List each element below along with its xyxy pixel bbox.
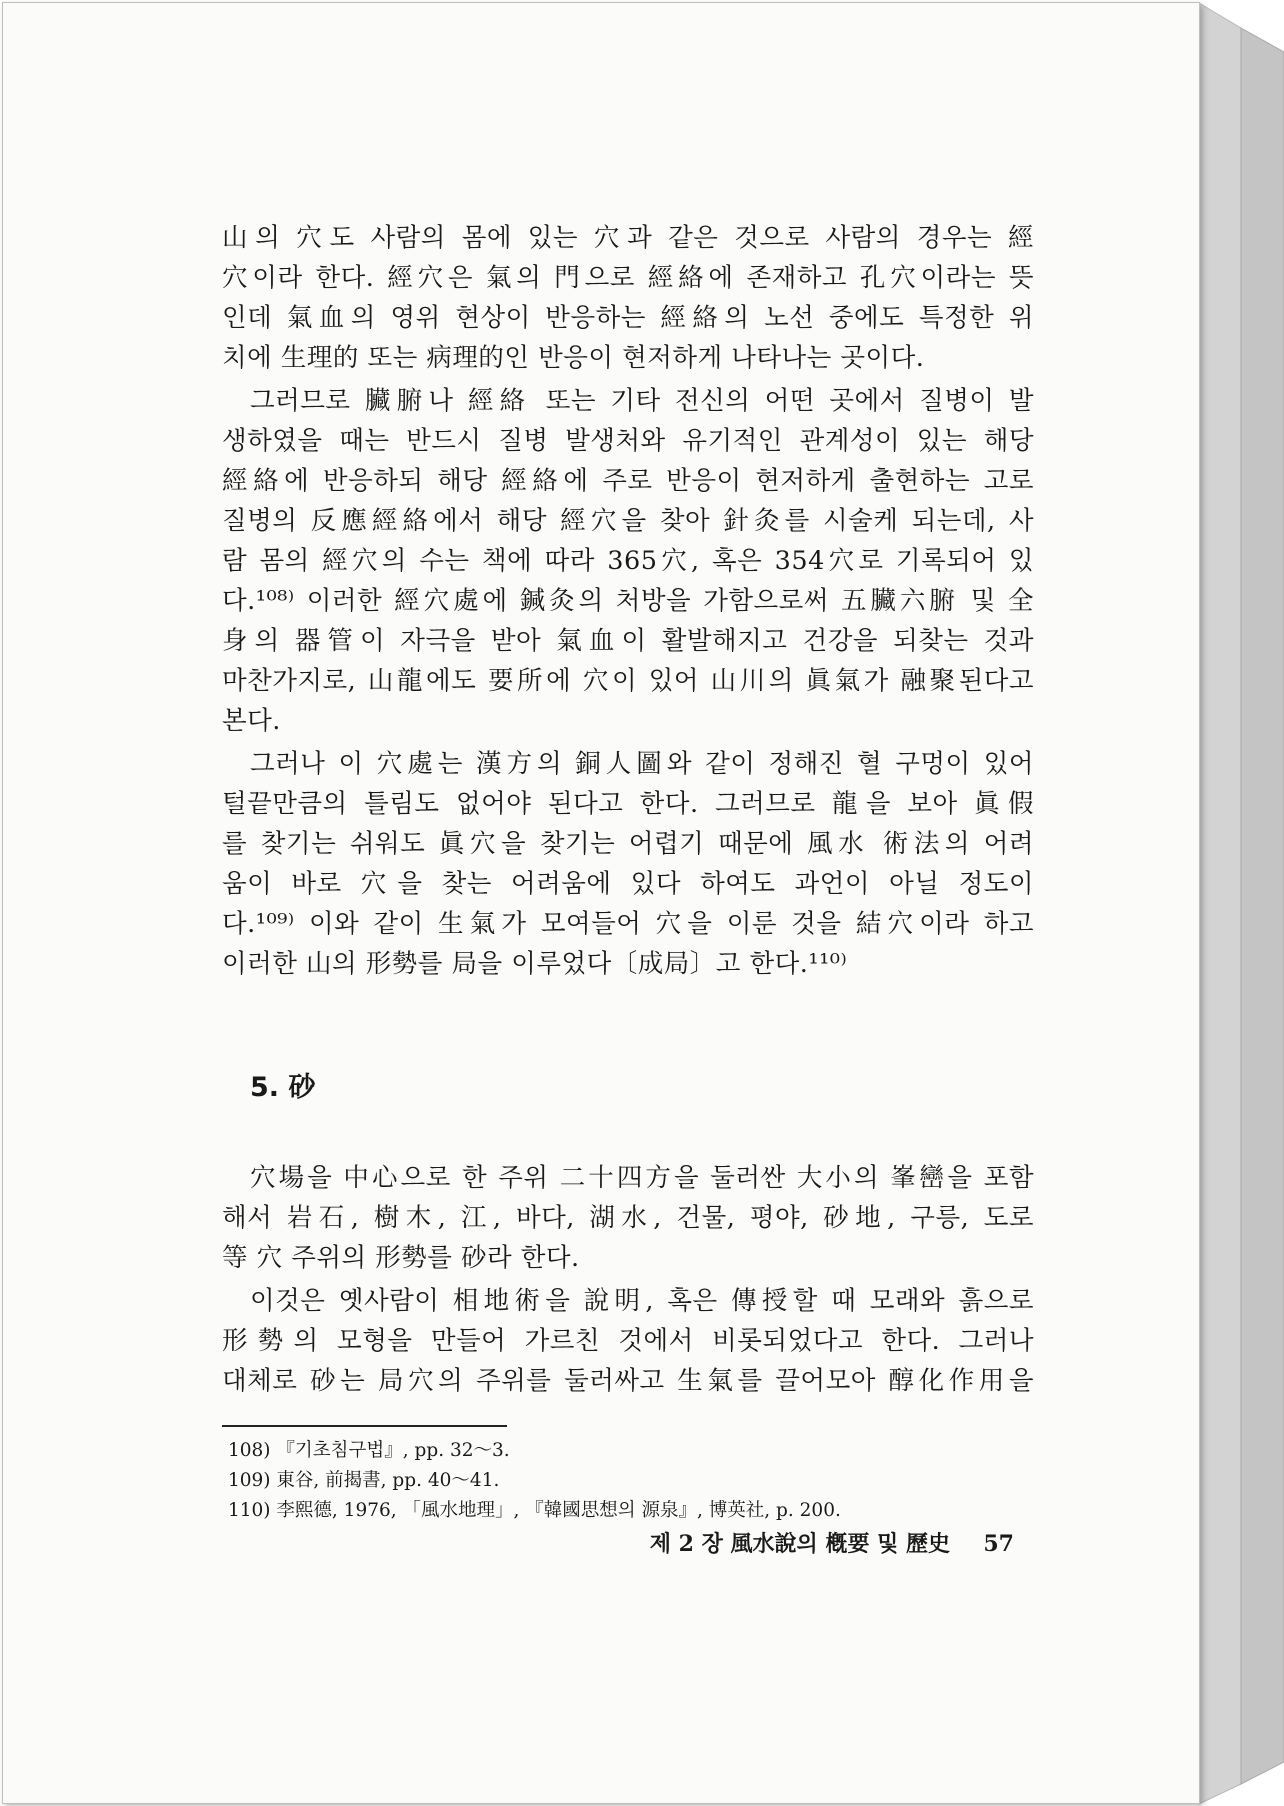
footnotes [228, 1436, 988, 1526]
text-line: 치에 生理的 또는 病理的인 반응이 현저하게 나타나는 곳이다. [222, 343, 925, 373]
paragraph-4 [222, 1158, 1034, 1278]
text-line: 이것은 옛사람이 相地術을 說明, 혹은 傳授할 때 모래와 흙으로 [250, 1286, 1034, 1316]
chapter-title: 제 2 장 風水說의 槪要 및 歷史 [649, 1531, 951, 1557]
paragraph-2 [222, 381, 1034, 741]
text-line: 經絡에 반응하되 해당 經絡에 주로 반응이 현저하게 출현하는 고로 [222, 466, 1034, 496]
text-line: 마찬가지로, 山龍에도 要所에 穴이 있어 山川의 眞氣가 融聚된다고 [222, 666, 1034, 696]
paragraph-5 [222, 1281, 1034, 1401]
text-line: 等 穴 주위의 形勢를 砂라 한다. [222, 1243, 580, 1273]
page-number: 57 [983, 1531, 1014, 1557]
section-heading: 5. 砂 [250, 1072, 316, 1103]
text-line: 해서 岩石, 樹木, 江, 바다, 湖水, 건물, 평야, 砂地, 구릉, 도로 [222, 1203, 1034, 1233]
body-text-section-5 [222, 1158, 1034, 1401]
text-line: 山의 穴도 사람의 몸에 있는 穴과 같은 것으로 사람의 경우는 經 [222, 223, 1034, 253]
paragraph-3 [222, 744, 1034, 984]
footnote-divider [222, 1425, 507, 1427]
text-line: 形勢의 모형을 만들어 가르친 것에서 비롯되었다고 한다. 그러나 [222, 1326, 1034, 1356]
text-line: 질병의 反應經絡에서 해당 經穴을 찾아 針灸를 시술케 되는데, 사 [222, 506, 1034, 536]
text-line: 다.¹⁰⁸⁾ 이러한 經穴處에 鍼灸의 처방을 가함으로써 五臟六腑 및 全 [222, 586, 1034, 616]
text-line: 穴이라 한다. 經穴은 氣의 門으로 經絡에 존재하고 孔穴이라는 뜻 [222, 263, 1034, 293]
text-line: 이러한 山의 形勢를 局을 이루었다〔成局〕고 한다.¹¹⁰⁾ [222, 949, 848, 979]
text-line: 대체로 砂는 局穴의 주위를 둘러싸고 生氣를 끌어모아 醇化作用을 [222, 1366, 1034, 1396]
text-line: 람 몸의 經穴의 수는 책에 따라 365穴, 혹은 354穴로 기록되어 있 [222, 546, 1034, 576]
text-line: 다.¹⁰⁹⁾ 이와 같이 生氣가 모여들어 穴을 이룬 것을 結穴이라 하고 [222, 909, 1034, 939]
running-footer [622, 1528, 1014, 1560]
text-line: 그러므로 臟腑나 經絡 또는 기타 전신의 어떤 곳에서 질병이 발 [250, 386, 1034, 416]
text-line: 그러나 이 穴處는 漢方의 銅人圖와 같이 정해진 혈 구멍이 있어 [250, 749, 1034, 779]
text-line: 생하였을 때는 반드시 질병 발생처와 유기적인 관계성이 있는 해당 [222, 426, 1034, 456]
text-line: 인데 氣血의 영위 현상이 반응하는 經絡의 노선 중에도 특정한 위 [222, 303, 1034, 333]
body-text-section-4 [222, 218, 1034, 984]
text-line: 털끝만큼의 틀림도 없어야 된다고 한다. 그러므로 龍을 보아 眞假 [222, 789, 1034, 819]
text-line: 를 찾기는 쉬워도 眞穴을 찾기는 어렵기 때문에 風水 術法의 어려 [222, 829, 1034, 859]
text-line: 본다. [222, 706, 281, 736]
text-line: 身의 器管이 자극을 받아 氣血이 활발해지고 건강을 되찾는 것과 [222, 626, 1034, 656]
text-line: 穴場을 中心으로 한 주위 二十四方을 둘러싼 大小의 峯巒을 포함 [250, 1163, 1034, 1193]
footnote-108: 108) 『기초침구법』, pp. 32～3. [228, 1440, 510, 1461]
footnote-109: 109) 東谷, 前揭書, pp. 40～41. [228, 1470, 500, 1491]
paragraph-1 [222, 218, 1034, 378]
footnote-110: 110) 李熙德, 1976, 「風水地理」, 『韓國思想의 源泉』, 博英社, p. 200. [228, 1500, 841, 1521]
text-line: 움이 바로 穴을 찾는 어려움에 있다 하여도 과언이 아닐 정도이 [222, 869, 1034, 899]
